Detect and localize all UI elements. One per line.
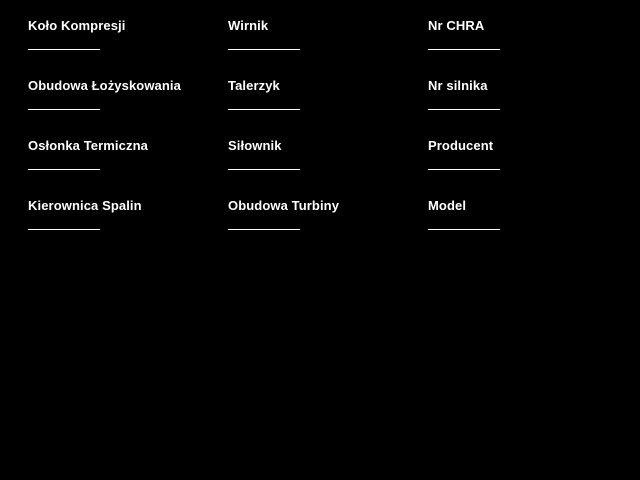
field-nr-chra[interactable] — [428, 18, 500, 50]
field-talerzyk[interactable] — [228, 78, 300, 110]
field-label: Talerzyk — [228, 78, 280, 93]
field-kierownica-spalin[interactable] — [28, 198, 142, 230]
field-underline[interactable] — [28, 229, 100, 230]
field-underline[interactable] — [428, 109, 500, 110]
field-oslonka-termiczna[interactable] — [28, 138, 148, 170]
field-label: Nr CHRA — [428, 18, 485, 33]
field-label: Nr silnika — [428, 78, 488, 93]
field-label: Koło Kompresji — [28, 18, 126, 33]
field-label: Model — [428, 198, 467, 213]
field-label: Osłonka Termiczna — [28, 138, 148, 153]
field-underline[interactable] — [228, 229, 300, 230]
field-label: Obudowa Turbiny — [228, 198, 340, 213]
field-underline[interactable] — [428, 169, 500, 170]
field-producent[interactable] — [428, 138, 500, 170]
field-wirnik[interactable] — [228, 18, 300, 50]
field-label: Producent — [428, 138, 494, 153]
field-label: Kierownica Spalin — [28, 198, 142, 213]
field-underline[interactable] — [428, 229, 500, 230]
field-kolo-kompresji[interactable] — [28, 18, 125, 50]
field-silownik[interactable] — [228, 138, 300, 170]
field-underline[interactable] — [228, 169, 300, 170]
field-nr-silnika[interactable] — [428, 78, 500, 110]
field-obudowa-turbiny[interactable] — [228, 198, 339, 230]
field-underline[interactable] — [28, 169, 100, 170]
field-label: Siłownik — [228, 138, 282, 153]
field-underline[interactable] — [28, 109, 100, 110]
field-model[interactable] — [428, 198, 500, 230]
field-obudowa-lozyskowania[interactable] — [28, 78, 181, 110]
field-label: Wirnik — [228, 18, 269, 33]
field-underline[interactable] — [28, 49, 100, 50]
field-underline[interactable] — [228, 109, 300, 110]
field-label: Obudowa Łożyskowania — [28, 78, 181, 93]
field-underline[interactable] — [228, 49, 300, 50]
field-underline[interactable] — [428, 49, 500, 50]
